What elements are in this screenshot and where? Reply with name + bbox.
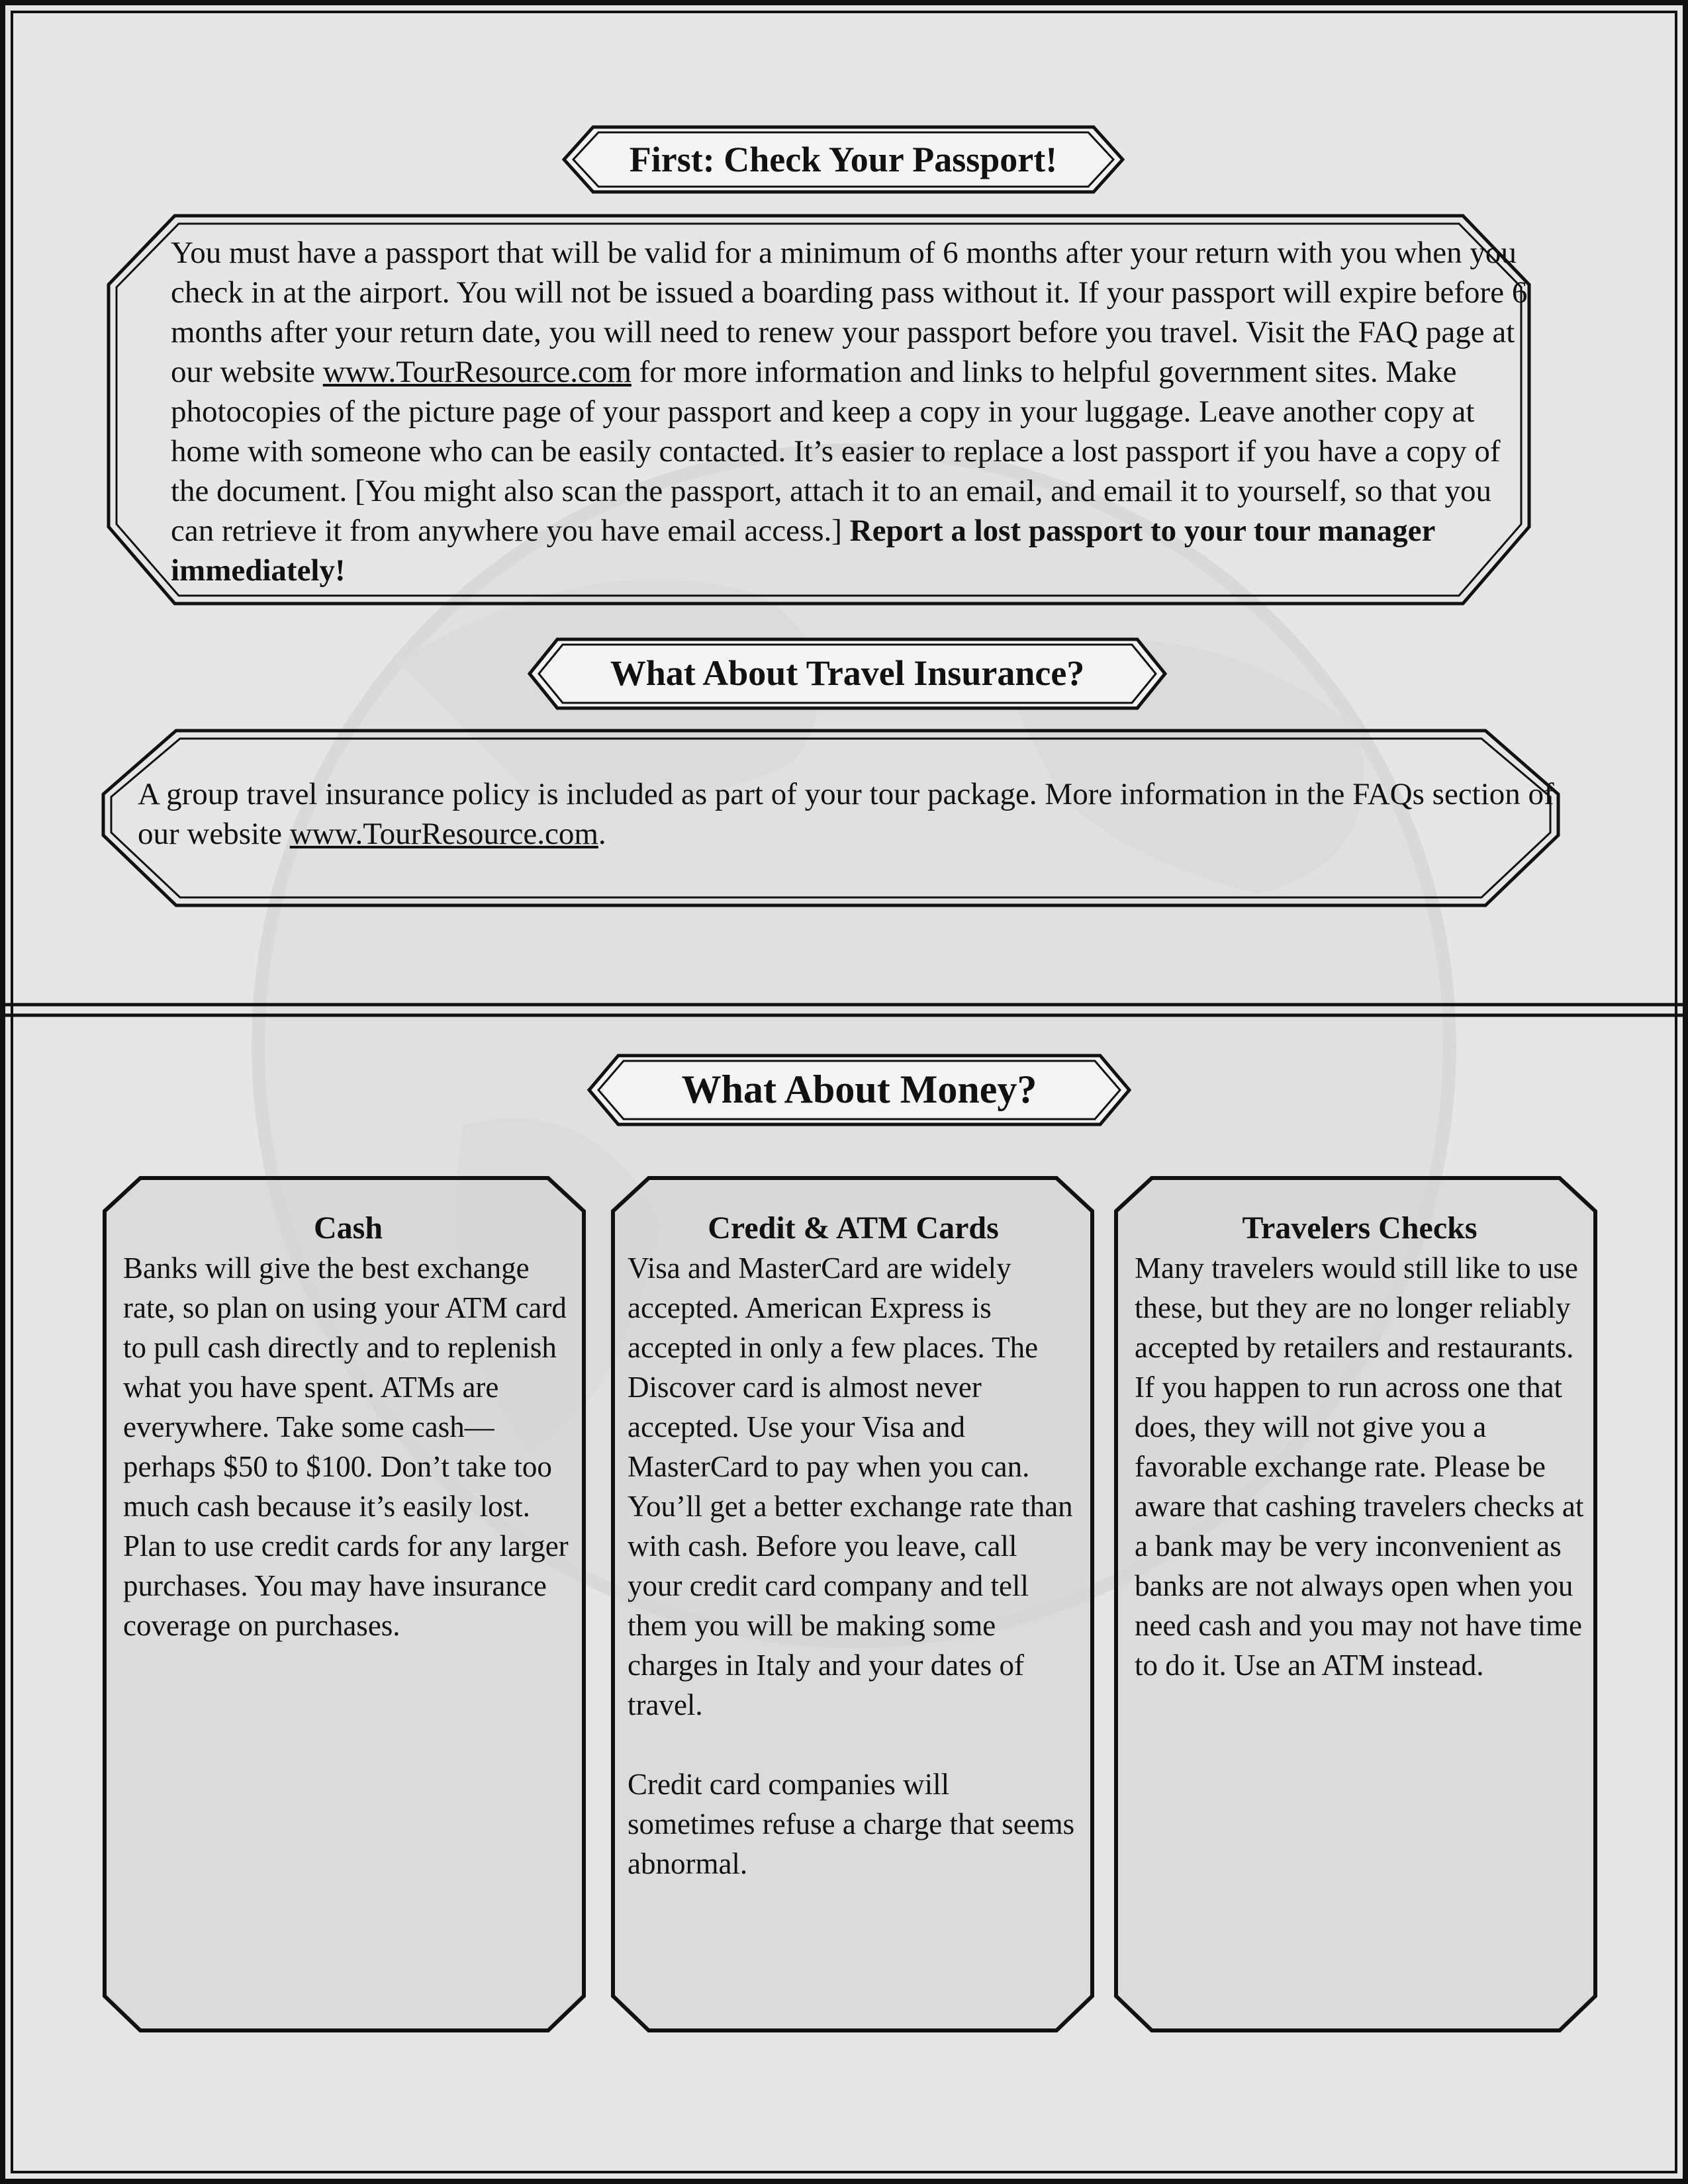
checks-column (1135, 1208, 1585, 1685)
cash-column (123, 1208, 573, 1645)
insurance-text (138, 774, 1554, 854)
credit-text: Visa and MasterCard are widely accepted. American Express is accepted in only a few places. The Discover card is almost never accepted. Use your Visa and MasterCard to pay when you can. You’ll get a better exchange rate than with cash. Before you leave, call your credit card company and tell them you will be making some charges in Italy and your dates of travel. (628, 1251, 1073, 1721)
credit-text-note: Credit card companies will sometimes refuse a charge that seems abnormal. (628, 1768, 1075, 1880)
insurance-text-part-1: A group travel insurance policy is included as part of your tour package. More information in the FAQs section of our website (138, 777, 1554, 851)
checks-title: Travelers Checks (1242, 1210, 1477, 1246)
cash-title: Cash (313, 1210, 383, 1246)
cash-text: Banks will give the best exchange rate, so plan on using your ATM card to pull cash directly and to replenish what you have spent. ATMs are everywhere. Take some cash—perhaps $50 to $100. Don’t take too much cash because it’s easily lost. Plan to use credit cards for any larger purchases. You may have insurance coverage on purchases. (123, 1251, 569, 1642)
checks-text: Many travelers would still like to use these, but they are no longer reliably accepted by retailers and restaurants. If you happen to run across one that does, they will not give you a favorable exchange rate. Please be aware that cashing travelers checks at a bank may be very inconvenient as banks are not always open when you need cash and you may not have time to do it. Use an ATM instead. (1135, 1251, 1584, 1682)
passport-text-part-1: You must have a passport that will be valid for a minimum of 6 months after your return with you when you check in at the airport. You will not be issued a boarding pass without it. If your passport will expire before 6 months after your return date, you will need to renew your passport before you travel. Visit the FAQ page at our website (171, 236, 1528, 389)
credit-column (628, 1208, 1079, 1884)
passport-text (171, 233, 1528, 590)
passport-text-part-2: for more information and links to helpful government sites. Make photocopies of the picture page of your passport and keep a copy in your luggage. Leave another copy at home with someone who can be easily contacted. It’s easier to replace a lost passport if you have a copy of the document. [You might also scan the passport, attach it to an email, and email it to yourself, so that you can retrieve it from anywhere you have email access.] (171, 355, 1501, 548)
insurance-website-link[interactable]: www.TourResource.com (289, 817, 598, 851)
passport-heading: First: Check Your Passport! (629, 140, 1058, 179)
insurance-text-part-2: . (598, 817, 606, 851)
money-heading: What About Money? (681, 1068, 1037, 1111)
passport-website-link[interactable]: www.TourResource.com (322, 355, 632, 389)
passport-report-warning: Report a lost passport to your tour manager immediately! (171, 514, 1435, 588)
insurance-heading: What About Travel Insurance? (610, 653, 1085, 693)
credit-title: Credit & ATM Cards (708, 1210, 999, 1246)
